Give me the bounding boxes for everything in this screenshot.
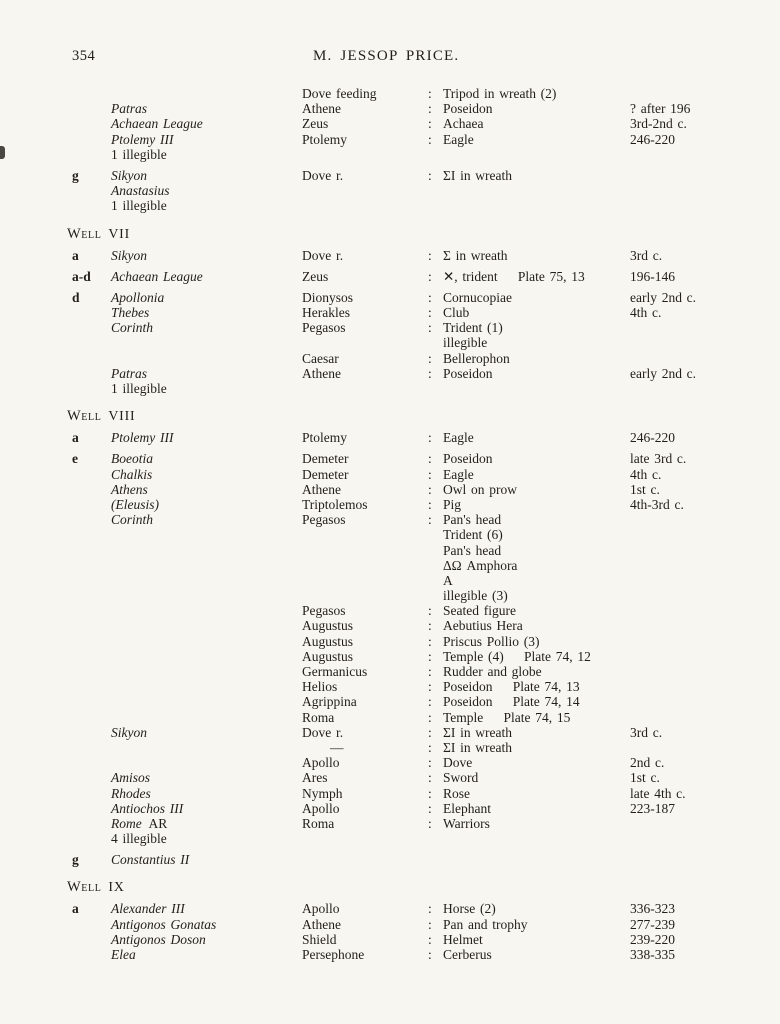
illegible-count-note: 1 illegible bbox=[111, 381, 167, 396]
date-range: early 2nd c. bbox=[630, 289, 697, 305]
group-letter: a bbox=[72, 247, 79, 263]
reverse-type: A bbox=[443, 572, 453, 588]
well-numeral: IX bbox=[108, 879, 125, 895]
colon-separator: : bbox=[428, 101, 432, 117]
date-range: late 3rd c. bbox=[630, 451, 687, 467]
reverse-type: Poseidon bbox=[443, 365, 493, 381]
table-row bbox=[0, 558, 780, 573]
reverse-type: Pig bbox=[443, 496, 462, 512]
obverse-type: Pegasos bbox=[302, 603, 346, 619]
colon-separator: : bbox=[428, 916, 432, 932]
reverse-type: Bellerophon bbox=[443, 350, 510, 366]
obverse-type: Shield bbox=[302, 931, 337, 947]
mint-authority: Antigonos Gonatas bbox=[111, 916, 217, 932]
colon-separator: : bbox=[428, 633, 432, 649]
date-range: 1st c. bbox=[630, 770, 660, 786]
mint-authority: Achaean League bbox=[111, 268, 203, 284]
table-row bbox=[0, 649, 780, 664]
entry-group bbox=[0, 901, 780, 962]
colon-separator: : bbox=[428, 618, 432, 634]
reverse-type: Club bbox=[443, 305, 470, 321]
obverse-type: Ares bbox=[302, 770, 328, 786]
mint-authority: Antigonos Doson bbox=[111, 931, 206, 947]
entry-group bbox=[0, 86, 780, 162]
reverse-type: Poseidon bbox=[443, 451, 493, 467]
reverse-type: ✕, trident Plate 75, 13 bbox=[443, 268, 585, 284]
table-row bbox=[0, 482, 780, 497]
table-row bbox=[0, 573, 780, 588]
mint-authority: Ptolemy III bbox=[111, 131, 174, 147]
well-label: Well bbox=[67, 225, 102, 242]
obverse-type: Dove r. bbox=[302, 724, 344, 740]
table-row bbox=[0, 679, 780, 694]
colon-separator: : bbox=[428, 709, 432, 725]
colon-separator: : bbox=[428, 901, 432, 917]
section-heading bbox=[0, 225, 780, 242]
obverse-type: Zeus bbox=[302, 116, 329, 132]
reverse-type: Trident (1) bbox=[443, 320, 503, 336]
colon-separator: : bbox=[428, 947, 432, 962]
table-row bbox=[0, 381, 780, 396]
table-row bbox=[0, 116, 780, 131]
mint-authority: Thebes bbox=[111, 305, 150, 321]
table-row bbox=[0, 901, 780, 916]
page-header bbox=[0, 48, 780, 66]
obverse-type: Roma bbox=[302, 815, 335, 831]
table-row bbox=[0, 543, 780, 558]
entry-group bbox=[0, 430, 780, 445]
reverse-type: Rose bbox=[443, 785, 470, 801]
table-row bbox=[0, 335, 780, 350]
date-range: late 4th c. bbox=[630, 785, 686, 801]
entry-group bbox=[0, 852, 780, 867]
colon-separator: : bbox=[428, 466, 432, 482]
illegible-count-note: 1 illegible bbox=[111, 198, 167, 214]
reverse-type: Poseidon bbox=[443, 101, 493, 117]
mint-authority: Elea bbox=[111, 947, 136, 962]
entry-group bbox=[0, 168, 780, 214]
table-row bbox=[0, 183, 780, 198]
obverse-type: Dove r. bbox=[302, 247, 344, 263]
mint-authority: Patras bbox=[111, 101, 148, 117]
table-row bbox=[0, 603, 780, 618]
obverse-type: Athene bbox=[302, 365, 341, 381]
plate-reference: Plate 74, 15 bbox=[503, 709, 571, 725]
mint-authority: Amisos bbox=[111, 770, 151, 786]
table-row bbox=[0, 451, 780, 466]
mint-authority: (Eleusis) bbox=[111, 496, 159, 512]
colon-separator: : bbox=[428, 451, 432, 467]
reverse-type: Tripod in wreath (2) bbox=[443, 86, 557, 101]
reverse-type: illegible bbox=[443, 335, 488, 351]
date-range: 246-220 bbox=[630, 430, 675, 446]
table-row bbox=[0, 101, 780, 116]
reverse-type: Cornucopiae bbox=[443, 289, 512, 305]
obverse-type: Pegasos bbox=[302, 320, 346, 336]
group-letter: e bbox=[72, 451, 78, 467]
date-range: 277-239 bbox=[630, 916, 675, 932]
reverse-type: Achaea bbox=[443, 116, 484, 132]
table-row bbox=[0, 801, 780, 816]
group-letter: a bbox=[72, 901, 79, 917]
reverse-type: Priscus Pollio (3) bbox=[443, 633, 540, 649]
obverse-type: Roma bbox=[302, 709, 335, 725]
date-range: 4th c. bbox=[630, 305, 662, 321]
mint-authority: Rome AR bbox=[111, 815, 168, 831]
table-row bbox=[0, 664, 780, 679]
reverse-type: Temple Plate 74, 15 bbox=[443, 709, 571, 725]
obverse-type: Ptolemy bbox=[302, 131, 348, 147]
mint-authority: Corinth bbox=[111, 320, 154, 336]
obverse-type: Athene bbox=[302, 481, 341, 497]
obverse-type: Agrippina bbox=[302, 694, 357, 710]
entry-group bbox=[0, 290, 780, 396]
obverse-type: Demeter bbox=[302, 451, 349, 467]
colon-separator: : bbox=[428, 305, 432, 321]
obverse-type: Demeter bbox=[302, 466, 349, 482]
scan-artifact-mark bbox=[0, 146, 5, 159]
colon-separator: : bbox=[428, 247, 432, 263]
table-row bbox=[0, 694, 780, 709]
date-range: 336-323 bbox=[630, 901, 675, 917]
obverse-type: Athene bbox=[302, 916, 341, 932]
table-row bbox=[0, 168, 780, 183]
reverse-type: Eagle bbox=[443, 131, 474, 147]
mint-authority: Achaean League bbox=[111, 116, 203, 132]
table-row bbox=[0, 852, 780, 867]
table-row bbox=[0, 269, 780, 284]
table-row bbox=[0, 710, 780, 725]
section-heading bbox=[0, 878, 780, 895]
well-label: Well bbox=[67, 408, 102, 425]
colon-separator: : bbox=[428, 289, 432, 305]
table-row bbox=[0, 147, 780, 162]
obverse-type: Apollo bbox=[302, 755, 340, 771]
date-range: ? after 196 bbox=[630, 101, 691, 117]
obverse-type: Helios bbox=[302, 679, 338, 695]
reverse-type: Pan's head bbox=[443, 542, 502, 558]
colon-separator: : bbox=[428, 785, 432, 801]
colon-separator: : bbox=[428, 679, 432, 695]
colon-separator: : bbox=[428, 512, 432, 528]
colon-separator: : bbox=[428, 430, 432, 446]
reverse-type: Trident (6) bbox=[443, 527, 503, 543]
date-range: 196-146 bbox=[630, 268, 675, 284]
obverse-type: Dove feeding bbox=[302, 86, 377, 101]
well-section bbox=[0, 407, 780, 867]
obverse-type: Caesar bbox=[302, 350, 339, 366]
obverse-type: Zeus bbox=[302, 268, 329, 284]
plate-reference: Plate 74, 14 bbox=[512, 694, 580, 710]
entry-group bbox=[0, 269, 780, 284]
section-heading bbox=[0, 407, 780, 424]
table-row bbox=[0, 351, 780, 366]
colon-separator: : bbox=[428, 167, 432, 183]
reverse-type: Warriors bbox=[443, 815, 490, 831]
obverse-type: Dionysos bbox=[302, 289, 354, 305]
table-row bbox=[0, 497, 780, 512]
date-range: 1st c. bbox=[630, 481, 660, 497]
colon-separator: : bbox=[428, 770, 432, 786]
metal-code: AR bbox=[148, 815, 168, 831]
colon-separator: : bbox=[428, 350, 432, 366]
obverse-type: Herakles bbox=[302, 305, 350, 321]
table-row bbox=[0, 786, 780, 801]
table-row bbox=[0, 366, 780, 381]
reverse-type: Elephant bbox=[443, 800, 491, 816]
coin-catalog-table bbox=[0, 86, 780, 962]
mint-authority: Chalkis bbox=[111, 466, 153, 482]
obverse-type: Triptolemos bbox=[302, 496, 368, 512]
table-row bbox=[0, 248, 780, 263]
date-range: 246-220 bbox=[630, 131, 675, 147]
table-row bbox=[0, 947, 780, 962]
table-row bbox=[0, 816, 780, 831]
table-row bbox=[0, 932, 780, 947]
plate-reference: Plate 75, 13 bbox=[517, 268, 585, 284]
table-row bbox=[0, 831, 780, 846]
group-letter: g bbox=[72, 852, 79, 868]
reverse-type: Dove bbox=[443, 755, 473, 771]
ditto-dash: — bbox=[330, 739, 344, 755]
obverse-type: Ptolemy bbox=[302, 430, 348, 446]
table-row bbox=[0, 467, 780, 482]
colon-separator: : bbox=[428, 131, 432, 147]
table-row bbox=[0, 290, 780, 305]
obverse-type: Dove r. bbox=[302, 167, 344, 183]
reverse-type: Sword bbox=[443, 770, 479, 786]
illegible-count-note: 1 illegible bbox=[111, 146, 167, 162]
date-range: 223-187 bbox=[630, 800, 675, 816]
colon-separator: : bbox=[428, 116, 432, 132]
reverse-type: ΣΙ in wreath bbox=[443, 167, 513, 183]
obverse-type: Nymph bbox=[302, 785, 343, 801]
table-row bbox=[0, 588, 780, 603]
mint-authority: Alexander III bbox=[111, 901, 185, 917]
table-row bbox=[0, 132, 780, 147]
colon-separator: : bbox=[428, 648, 432, 664]
table-row bbox=[0, 755, 780, 770]
reverse-type: Rudder and globe bbox=[443, 664, 542, 679]
obverse-type: Pegasos bbox=[302, 512, 346, 528]
reverse-type: Helmet bbox=[443, 931, 483, 947]
mint-authority: Patras bbox=[111, 365, 148, 381]
date-range: 338-335 bbox=[630, 947, 675, 962]
running-head: M. JESSOP PRICE. bbox=[313, 48, 460, 64]
date-range: 239-220 bbox=[630, 931, 675, 947]
mint-authority: Ptolemy III bbox=[111, 430, 174, 446]
table-row bbox=[0, 917, 780, 932]
reverse-type: Poseidon Plate 74, 14 bbox=[443, 694, 580, 710]
mint-authority: Sikyon bbox=[111, 247, 147, 263]
well-section bbox=[0, 225, 780, 397]
well-numeral: VII bbox=[108, 225, 130, 241]
group-letter: a bbox=[72, 430, 79, 446]
well-label: Well bbox=[67, 879, 102, 896]
well-section bbox=[0, 878, 780, 962]
entry-group bbox=[0, 248, 780, 263]
table-row bbox=[0, 634, 780, 649]
colon-separator: : bbox=[428, 739, 432, 755]
date-range: 4th c. bbox=[630, 466, 662, 482]
table-row bbox=[0, 725, 780, 740]
date-range: 3rd-2nd c. bbox=[630, 116, 687, 132]
colon-separator: : bbox=[428, 694, 432, 710]
reverse-type: Σ in wreath bbox=[443, 247, 508, 263]
table-row bbox=[0, 430, 780, 445]
colon-separator: : bbox=[428, 755, 432, 771]
reverse-type: Pan and trophy bbox=[443, 916, 528, 932]
reverse-type: Horse (2) bbox=[443, 901, 496, 917]
table-row bbox=[0, 527, 780, 542]
reverse-type: ΔΩ Amphora bbox=[443, 557, 518, 573]
date-range: 3rd c. bbox=[630, 247, 663, 263]
group-letter: d bbox=[72, 289, 80, 305]
illegible-count-note: 4 illegible bbox=[111, 831, 167, 847]
obverse-type: Germanicus bbox=[302, 664, 368, 679]
page-number: 354 bbox=[72, 48, 96, 64]
colon-separator: : bbox=[428, 481, 432, 497]
colon-separator: : bbox=[428, 664, 432, 679]
obverse-type: Apollo bbox=[302, 901, 340, 917]
colon-separator: : bbox=[428, 496, 432, 512]
entry-group bbox=[0, 451, 780, 846]
mint-authority: Sikyon bbox=[111, 724, 147, 740]
colon-separator: : bbox=[428, 800, 432, 816]
reverse-type: Temple (4) Plate 74, 12 bbox=[443, 648, 591, 664]
reverse-type: Aebutius Hera bbox=[443, 618, 523, 634]
table-row bbox=[0, 86, 780, 101]
obverse-type: Augustus bbox=[302, 618, 354, 634]
mint-authority: Boeotia bbox=[111, 451, 153, 467]
obverse-type: Persephone bbox=[302, 947, 365, 962]
well-numeral: VIII bbox=[108, 408, 136, 424]
obverse-type: Augustus bbox=[302, 633, 354, 649]
reverse-type: Pan's head bbox=[443, 512, 502, 528]
reverse-type: Poseidon Plate 74, 13 bbox=[443, 679, 580, 695]
reverse-type: Seated figure bbox=[443, 603, 516, 619]
reverse-type: ΣΙ in wreath bbox=[443, 724, 513, 740]
table-row bbox=[0, 198, 780, 213]
table-row bbox=[0, 618, 780, 633]
date-range: 2nd c. bbox=[630, 755, 665, 771]
plate-reference: Plate 74, 13 bbox=[512, 679, 580, 695]
mint-authority: Antiochos III bbox=[111, 800, 184, 816]
mint-authority: Corinth bbox=[111, 512, 154, 528]
obverse-type: Augustus bbox=[302, 648, 354, 664]
date-range: 3rd c. bbox=[630, 724, 663, 740]
table-row bbox=[0, 740, 780, 755]
obverse-type: Athene bbox=[302, 101, 341, 117]
colon-separator: : bbox=[428, 86, 432, 101]
colon-separator: : bbox=[428, 603, 432, 619]
reverse-type: Owl on prow bbox=[443, 481, 517, 497]
reverse-type: Eagle bbox=[443, 430, 474, 446]
mint-authority: Constantius II bbox=[111, 852, 190, 868]
table-row bbox=[0, 512, 780, 527]
table-row bbox=[0, 770, 780, 785]
reverse-type: ΣΙ in wreath bbox=[443, 739, 513, 755]
colon-separator: : bbox=[428, 365, 432, 381]
reverse-type: Eagle bbox=[443, 466, 474, 482]
group-letter: g bbox=[72, 167, 79, 183]
mint-authority: Sikyon bbox=[111, 167, 147, 183]
mint-authority: Athens bbox=[111, 481, 148, 497]
date-range: 4th-3rd c. bbox=[630, 496, 684, 512]
well-section bbox=[0, 86, 780, 214]
group-letter: a-d bbox=[72, 268, 91, 284]
table-row bbox=[0, 305, 780, 320]
reverse-type: Cerberus bbox=[443, 947, 492, 962]
plate-reference: Plate 74, 12 bbox=[524, 648, 591, 664]
mint-authority: Anastasius bbox=[111, 183, 170, 199]
reverse-type: illegible (3) bbox=[443, 588, 508, 604]
colon-separator: : bbox=[428, 931, 432, 947]
date-range: early 2nd c. bbox=[630, 365, 697, 381]
obverse-type: Apollo bbox=[302, 800, 340, 816]
mint-authority: Apollonia bbox=[111, 289, 165, 305]
colon-separator: : bbox=[428, 320, 432, 336]
colon-separator: : bbox=[428, 268, 432, 284]
colon-separator: : bbox=[428, 724, 432, 740]
table-row bbox=[0, 320, 780, 335]
colon-separator: : bbox=[428, 815, 432, 831]
mint-authority: Rhodes bbox=[111, 785, 151, 801]
